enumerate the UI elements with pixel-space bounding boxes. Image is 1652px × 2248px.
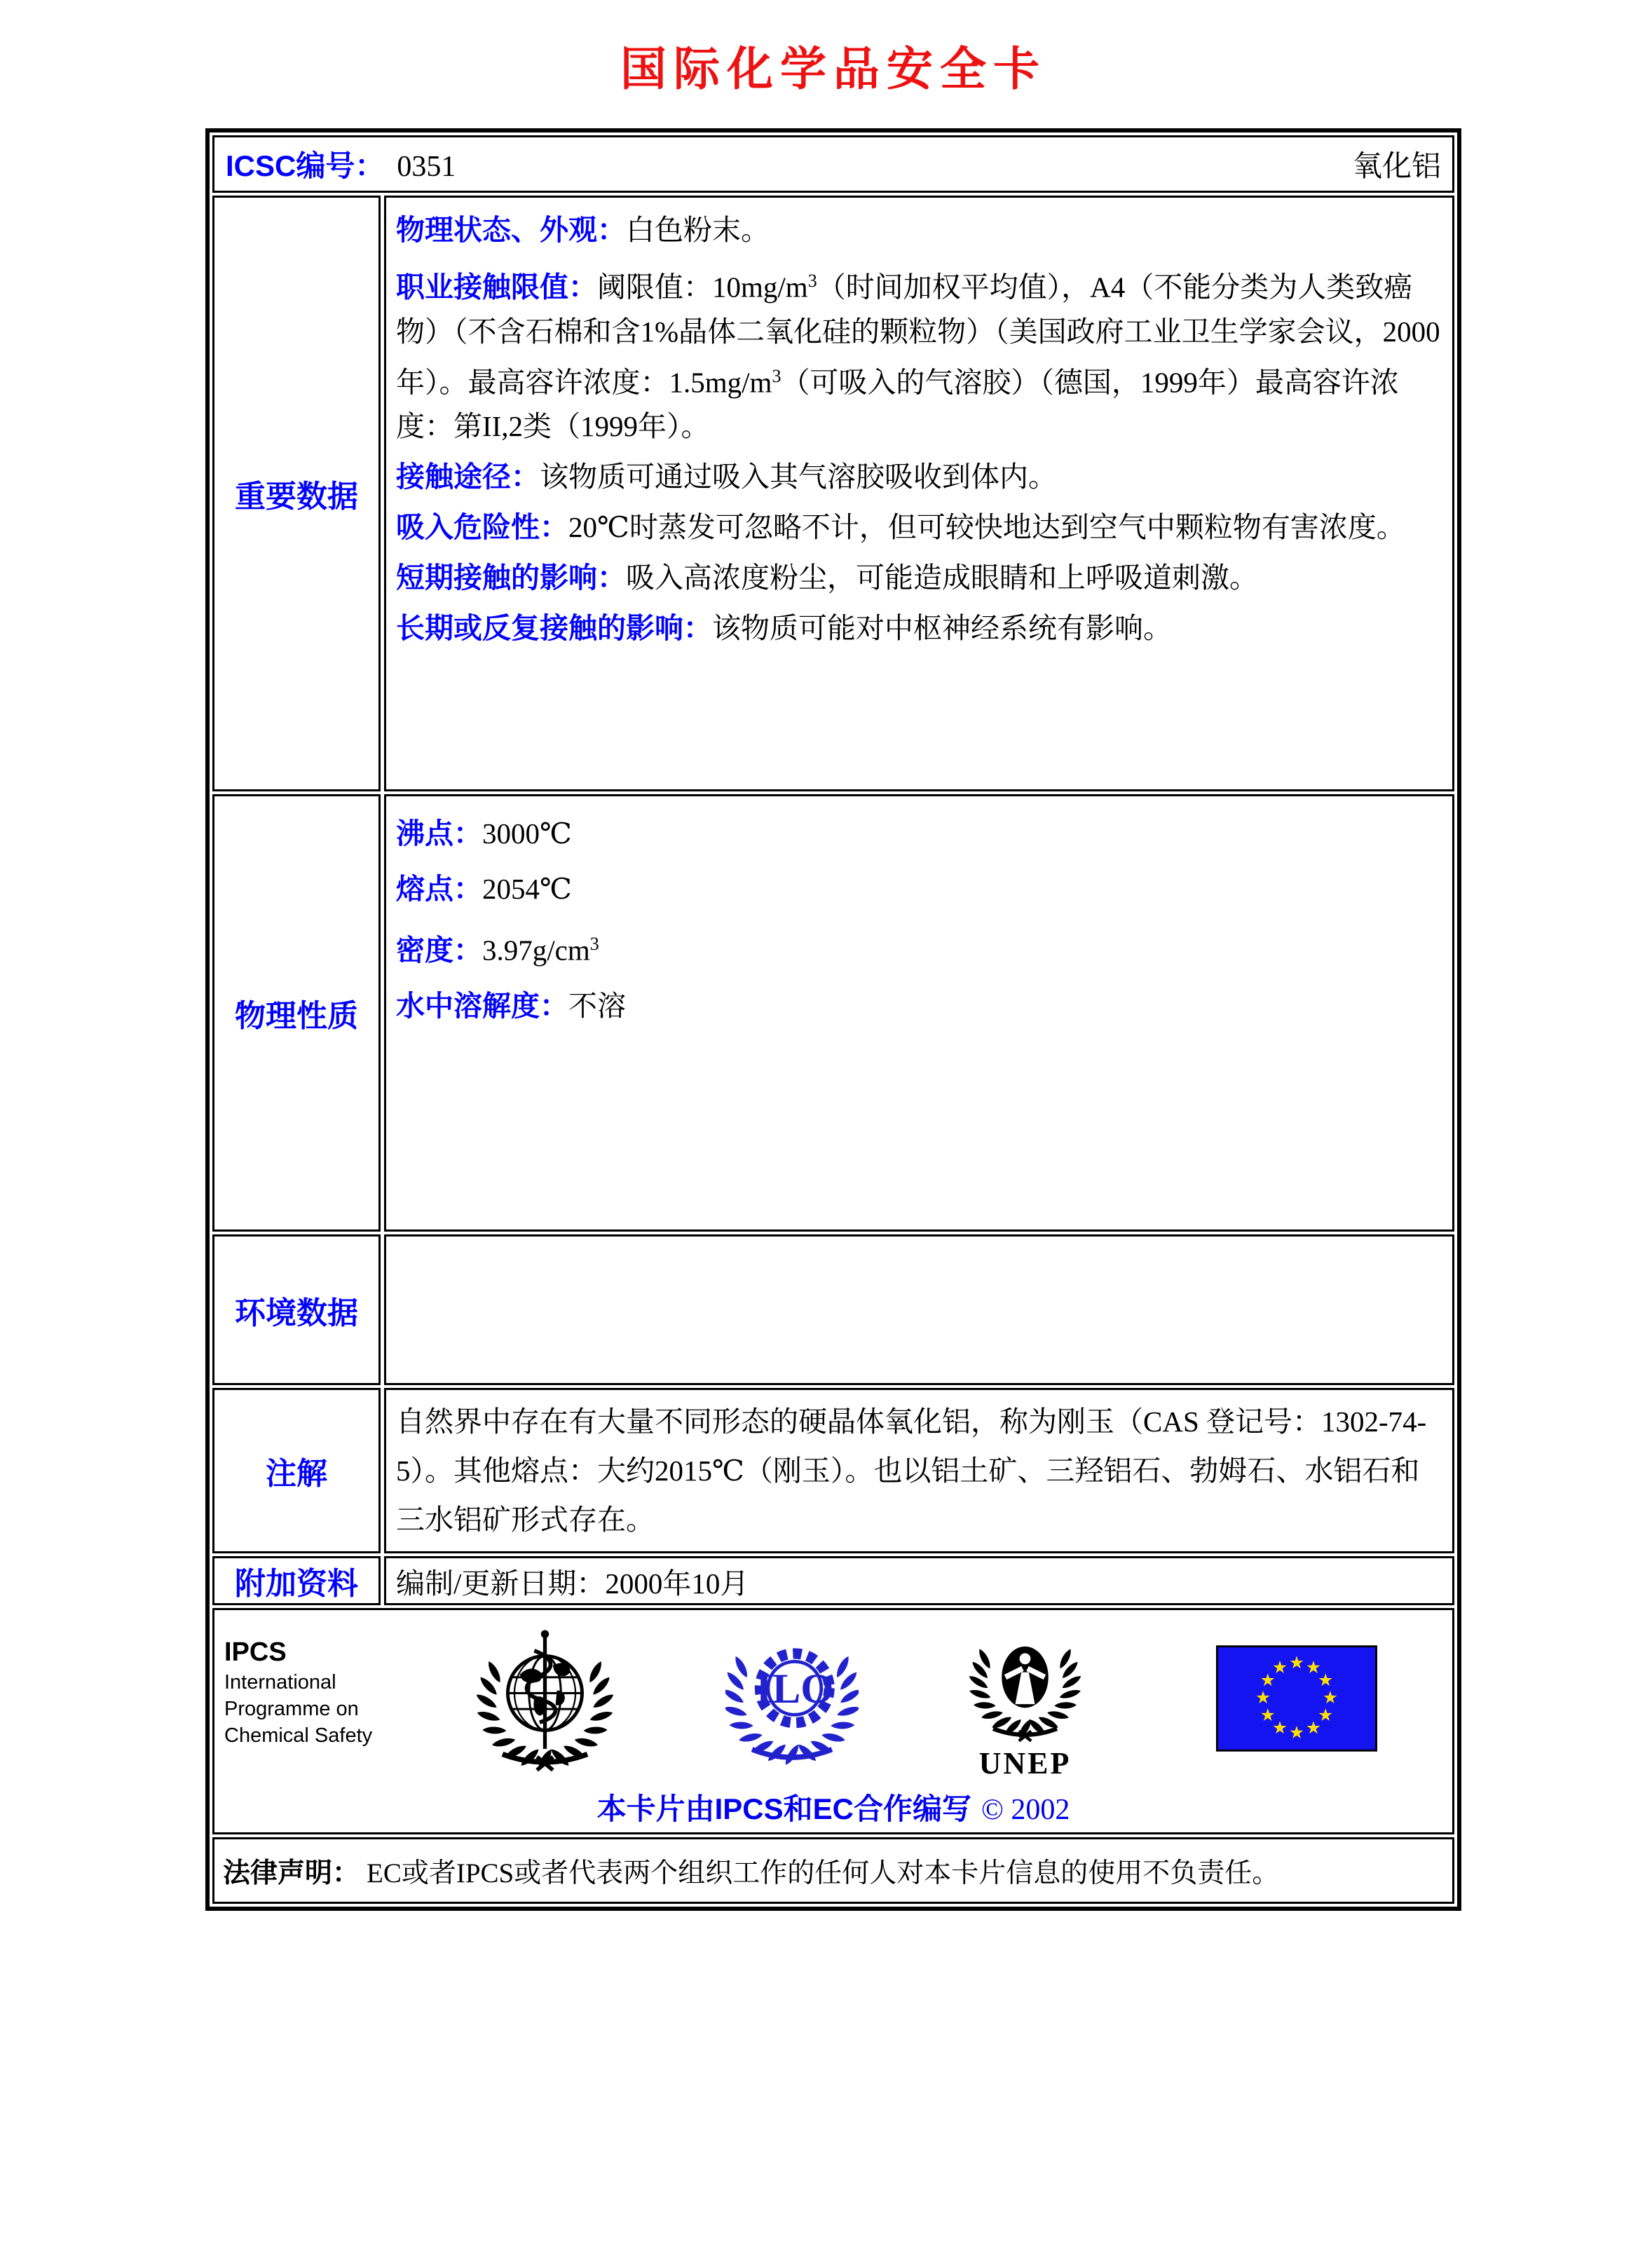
eu-flag-icon [1216,1645,1377,1752]
unep-logo-block [964,1626,1086,1780]
row-label-notes: 注解 [212,1388,381,1553]
field-label: 长期或反复接触的影响： [396,612,712,645]
unep-label: UNEP [978,1746,1072,1780]
physical-properties-row [212,794,1454,1232]
field-value: 不溶 [568,989,626,1022]
field-melting-point [396,866,1442,911]
header-cell [212,135,1454,193]
physical-properties-content [384,794,1454,1232]
important-data-row [212,196,1454,791]
field-value: 3.97g/cm [482,934,590,967]
legal-cell [212,1837,1454,1904]
ilo-logo-icon [725,1627,859,1771]
icsc-card [205,128,1461,1911]
field-inhalation-risk [396,505,1442,550]
field-value: 该物质可通过吸入其气溶胶吸收到体内。 [540,461,1057,493]
field-value: 2054℃ [482,873,572,905]
field-label: 沸点： [396,817,482,850]
field-value: 该物质可能对中枢神经系统有影响。 [712,612,1172,645]
icsc-number-value: 0351 [397,151,456,183]
field-value: （时间加权平均值），A4（不能分类为人类致癌物）（不含石棉和含1%晶体二氧化硅的颗粒物）（美国政府工业卫生学家会议，2000年）。最高容许浓度：1.5mg/m [396,271,1440,399]
superscript: 3 [807,271,817,291]
cooperation-caption [224,1786,1442,1828]
copyright-year: © 2002 [981,1794,1070,1826]
row-label-additional-info: 附加资料 [212,1556,381,1605]
field-label: 熔点： [396,873,482,905]
legal-row [212,1837,1454,1904]
logos-strip [224,1617,1442,1780]
logos-row [212,1608,1454,1834]
field-label: 密度： [396,934,482,967]
field-value: 吸入高浓度粉尘，可能造成眼睛和上呼吸道刺激。 [626,561,1258,594]
ipcs-text-block [224,1635,410,1749]
field-label: 吸入危险性： [396,511,568,544]
legal-text: EC或者IPCS或者代表两个组织工作的任何人对本卡片信息的使用不负责任。 [367,1858,1280,1888]
field-label: 水中溶解度： [396,989,568,1022]
field-short-term-effects [396,556,1442,600]
notes-row [212,1388,1454,1553]
important-data-content [384,196,1454,791]
field-boiling-point [396,811,1442,856]
unep-logo-icon [964,1626,1086,1745]
field-label: 接触途径： [396,461,540,493]
field-long-term-effects [396,606,1442,650]
row-label-physical-properties: 物理性质 [212,794,381,1232]
field-value: 3000℃ [482,817,572,850]
field-value: 白色粉末。 [626,214,770,246]
notes-content [384,1388,1454,1553]
field-occupational-exposure-limits [396,259,1442,449]
ipcs-subtitle-line2: Programme on [224,1698,359,1720]
field-label: 物理状态、外观： [396,214,626,246]
icsc-number-group [226,143,456,185]
additional-info-content: 编制/更新日期：2000年10月 [384,1556,1454,1605]
environmental-data-row [212,1234,1454,1385]
chemical-name: 氧化铝 [1352,151,1441,183]
field-density [396,922,1442,973]
cooperation-caption-text: 本卡片由IPCS和EC合作编写 [596,1792,971,1825]
ipcs-subtitle-line1: International [224,1671,336,1694]
notes-text: 自然界中存在有大量不同形态的硬晶体氧化铝，称为刚玉（CAS 登记号：1302-74-5）。其他熔点：大约2015℃（刚玉）。也以铝土矿、三羟铝石、勃姆石、水铝石和三水铝矿形式存在。 [396,1405,1427,1536]
field-value: （可吸入的气溶胶）（德国，1999年）最高容许浓度：第II,2类（1999年）。 [396,366,1399,443]
field-routes-of-exposure [396,455,1442,499]
field-label: 短期接触的影响： [396,561,626,594]
who-logo-icon [477,1624,613,1773]
environmental-data-content [384,1234,1454,1385]
icsc-number-label: ICSC编号： [226,149,385,182]
legal-label: 法律声明： [223,1858,360,1888]
ipcs-title: IPCS [224,1637,287,1667]
row-label-environmental-data: 环境数据 [212,1234,381,1385]
superscript: 3 [772,365,781,386]
page-title: 国际化学品安全卡 [620,43,1046,95]
field-value: 阈限值：10mg/m [597,271,808,304]
additional-info-row [212,1556,1454,1605]
row-label-important-data: 重要数据 [212,196,381,791]
field-physical-state [396,208,1442,252]
field-water-solubility [396,983,1442,1028]
field-value: 20℃时蒸发可忽略不计，但可较快地达到空气中颗粒物有害浓度。 [568,511,1405,544]
superscript: 3 [589,934,599,954]
logos-cell [212,1608,1454,1834]
ipcs-subtitle-line3: Chemical Safety [224,1724,373,1747]
ilo-letters: ILO [756,1665,834,1713]
field-label: 职业接触限值： [396,271,597,304]
header-row [212,135,1454,193]
